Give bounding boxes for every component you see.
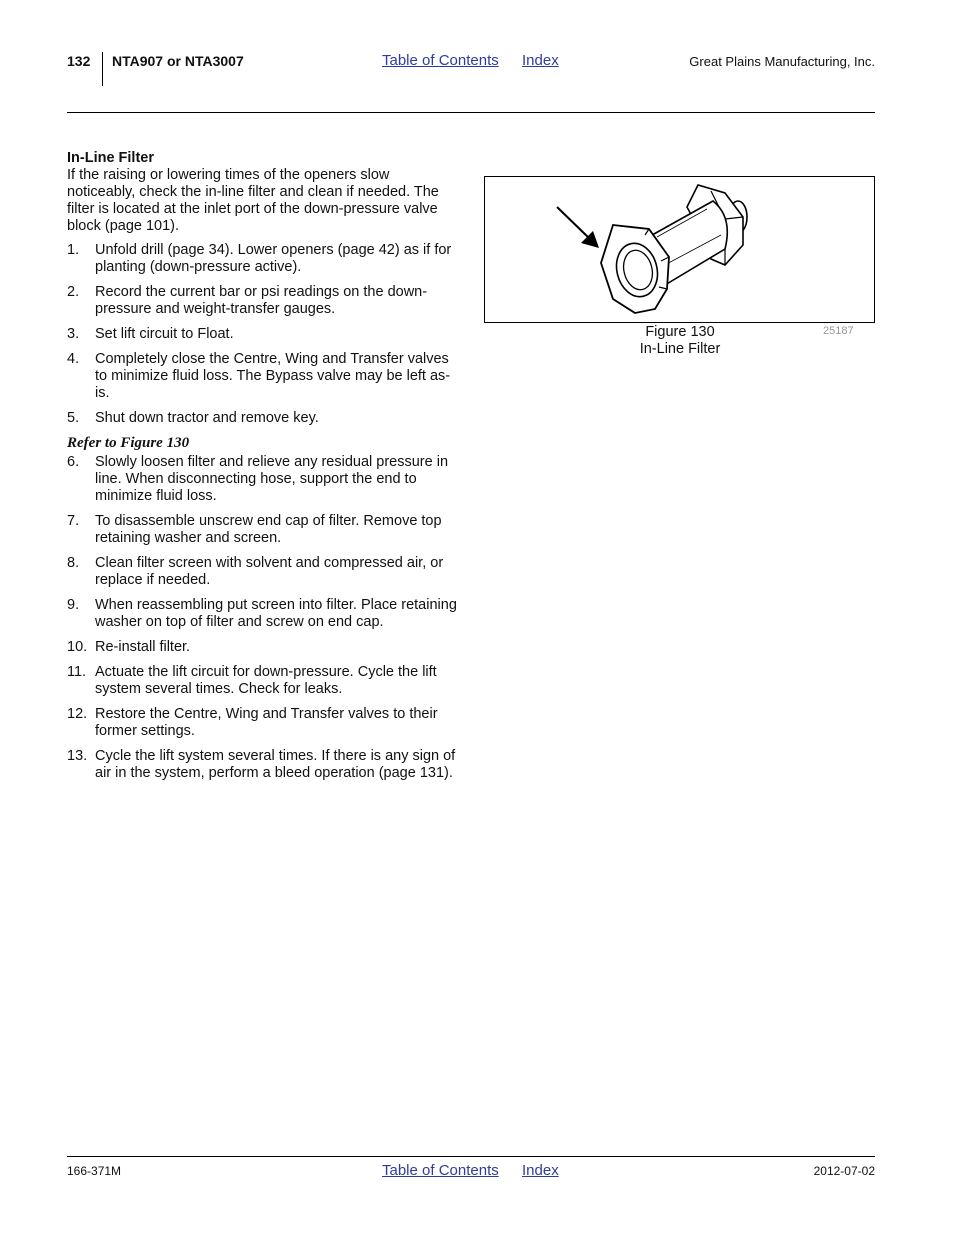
step-number: 6. [67,454,80,470]
step-item [67,664,459,698]
header-index-link[interactable]: Index [522,52,559,69]
pointer-arrow [557,207,590,239]
figure-image-id: 25187 [823,325,854,337]
step-item [67,284,459,318]
step-item [67,597,459,631]
step-text: Completely close the Centre, Wing and Transfer valves to minimize fluid loss. The Bypass valve may be left as-is. [95,351,451,401]
page-number: 132 [67,53,91,69]
figure-number: Figure 130 [645,324,715,340]
step-item [67,326,459,343]
steps-list-a [67,242,459,427]
step-text: Re-install filter. [95,639,191,655]
step-item [67,706,459,740]
header-rule [67,112,875,113]
step-number: 2. [67,284,80,300]
steps-list-b [67,454,459,782]
step-number: 1. [67,242,80,258]
instructions-column [67,150,459,790]
publication-date: 2012-07-02 [813,1164,875,1178]
step-item [67,639,459,656]
step-text: Record the current bar or psi readings on the down-pressure and weight-transfer gauges. [95,284,428,317]
step-item [67,410,459,427]
step-item [67,513,459,547]
footer-index-link[interactable]: Index [522,1162,559,1179]
step-item [67,555,459,589]
model-title: NTA907 or NTA3007 [112,53,244,69]
step-number: 12. [67,706,88,722]
step-text: When reassembling put screen into filter. Place retaining washer on top of filter and screw on end cap. [95,597,457,630]
step-number: 3. [67,326,80,342]
step-text: Shut down tractor and remove key. [95,410,319,426]
section-title: In-Line Filter [67,150,154,166]
step-number: 11. [67,664,87,680]
intro-paragraph: If the raising or lowering times of the openers slow noticeably, check the in-line filter and clean if needed. The filter is located at the inlet port of the down-pressure valve block (page 101). [67,167,439,234]
in-line-filter-illustration [485,177,874,322]
step-text: Unfold drill (page 34). Lower openers (page 42) as if for planting (down-pressure active). [95,242,452,275]
step-number: 10. [67,639,88,655]
step-number: 8. [67,555,80,571]
step-item [67,748,459,782]
step-number: 5. [67,410,80,426]
step-text: Clean filter screen with solvent and compressed air, or replace if needed. [95,555,444,588]
step-text: Restore the Centre, Wing and Transfer valves to their former settings. [95,706,438,739]
step-text: Actuate the lift circuit for down-pressure. Cycle the lift system several times. Check for leaks. [95,664,437,697]
figure-frame [484,176,875,323]
company-name: Great Plains Manufacturing, Inc. [689,54,875,69]
step-text: To disassemble unscrew end cap of filter. Remove top retaining washer and screen. [95,513,442,546]
step-number: 7. [67,513,80,529]
document-number: 166-371M [67,1164,122,1178]
step-text: Cycle the lift system several times. If there is any sign of air in the system, perform a bleed operation (page 131). [95,748,456,781]
figure-reference: Refer to Figure 130 [67,435,190,451]
step-text: Set lift circuit to Float. [95,326,234,342]
step-number: 9. [67,597,80,613]
step-item [67,351,459,402]
step-number: 13. [67,748,88,764]
step-item [67,242,459,276]
step-number: 4. [67,351,80,367]
step-item [67,454,459,505]
footer-toc-link[interactable]: Table of Contents [382,1162,499,1179]
step-text: Slowly loosen filter and relieve any residual pressure in line. When disconnecting hose, support the end to minimize fluid loss. [95,454,449,504]
header-divider [102,52,103,86]
footer-rule [67,1156,875,1157]
figure-caption: In-Line Filter [639,341,721,357]
header-toc-link[interactable]: Table of Contents [382,52,499,69]
